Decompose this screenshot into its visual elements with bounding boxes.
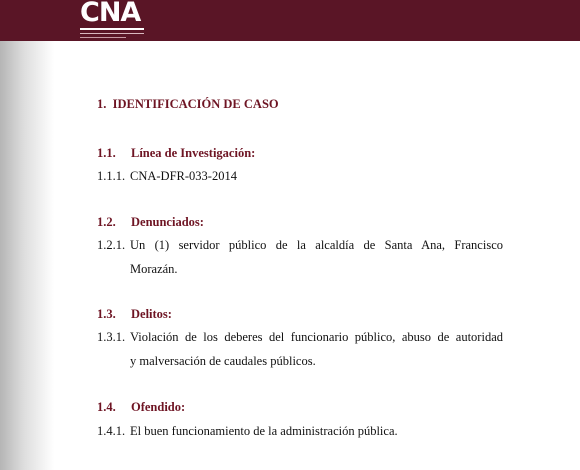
subsection-heading xyxy=(97,146,255,161)
subsection-heading xyxy=(97,215,204,230)
subsection-title: Ofendido: xyxy=(131,400,186,414)
item-text: CNA-DFR-033-2014 xyxy=(130,169,237,183)
item-text-continued: Morazán. xyxy=(130,262,178,276)
item-text: El buen funcionamiento de la administración pública. xyxy=(130,424,398,438)
section-heading xyxy=(97,97,279,112)
subsection-number: 1.1. xyxy=(97,146,116,160)
item-text: Un (1) servidor público de la alcaldía de Santa Ana, Francisco xyxy=(130,238,503,252)
item-number: 1.1.1. xyxy=(97,169,126,183)
list-item xyxy=(97,424,398,439)
section-title: IDENTIFICACIÓN DE CASO xyxy=(112,97,279,111)
subsection-title: Línea de Investigación: xyxy=(131,146,256,160)
subsection-heading xyxy=(97,307,172,322)
item-number: 1.3.1. xyxy=(97,330,126,344)
subsection-number: 1.2. xyxy=(97,215,116,229)
subsection-heading xyxy=(97,400,185,415)
subsection-number: 1.3. xyxy=(97,307,116,321)
item-number: 1.2.1. xyxy=(97,238,126,252)
item-text: Violación de los deberes del funcionario público, abuso de autoridad xyxy=(130,330,503,344)
list-item xyxy=(97,169,237,184)
subsection-title: Delitos: xyxy=(131,307,172,321)
section-number: 1. xyxy=(97,97,107,111)
subsection-title: Denunciados: xyxy=(131,215,204,229)
subsection-number: 1.4. xyxy=(97,400,116,414)
logo-text: CNA xyxy=(80,0,141,28)
item-text-continued: y malversación de caudales públicos. xyxy=(130,354,316,368)
item-number: 1.4.1. xyxy=(97,424,126,438)
